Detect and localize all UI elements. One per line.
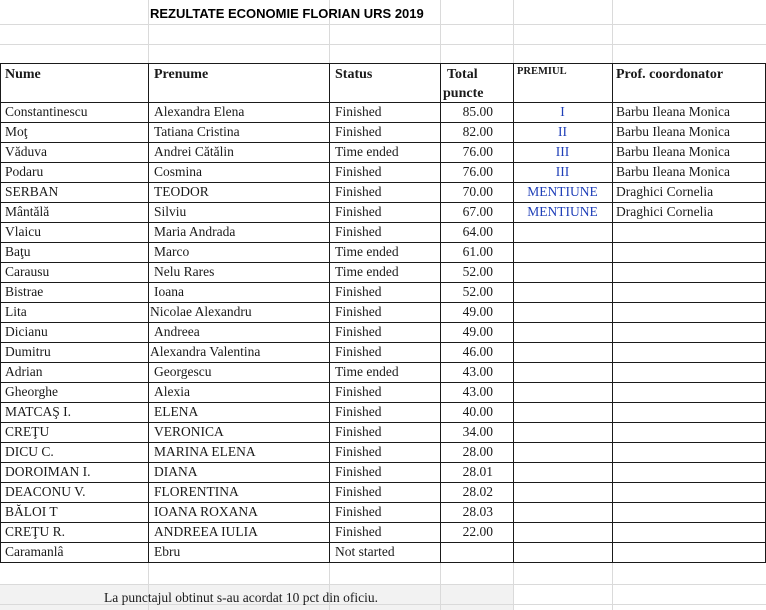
cell-status[interactable]: Time ended [335, 364, 399, 379]
cell-status[interactable]: Finished [335, 164, 382, 179]
cell-total[interactable]: 28.01 [462, 464, 493, 479]
cell-prenume[interactable]: FLORENTINA [154, 484, 239, 499]
header-premiul[interactable]: PREMIUL [517, 66, 567, 77]
cell-prof[interactable]: Barbu Ileana Monica [616, 164, 730, 179]
cell-total[interactable]: 28.00 [462, 444, 493, 459]
cell-nume[interactable]: MATCAŞ I. [5, 404, 72, 419]
cell-status[interactable]: Finished [335, 104, 382, 119]
cell-total[interactable]: 28.03 [462, 504, 493, 519]
cell-total[interactable]: 28.02 [462, 484, 493, 499]
cell-status[interactable]: Finished [335, 404, 382, 419]
cell-nume[interactable]: Vlaicu [5, 224, 41, 239]
cell-prof[interactable]: Barbu Ileana Monica [616, 124, 730, 139]
sheet-title[interactable]: REZULTATE ECONOMIE FLORIAN URS 2019 [150, 6, 424, 21]
cell-prenume[interactable]: ANDREEA IULIA [154, 524, 258, 539]
cell-prenume[interactable]: Alexandra Valentina [150, 344, 261, 359]
cell-status[interactable]: Finished [335, 284, 382, 299]
cell-nume[interactable]: Gheorghe [5, 384, 58, 399]
footnote[interactable]: La punctajul obtinut s-au acordat 10 pct din oficiu. [104, 590, 379, 605]
cell-status[interactable]: Finished [335, 344, 382, 359]
cell-total[interactable]: 49.00 [462, 304, 493, 319]
cell-nume[interactable]: Adrian [5, 364, 43, 379]
cell-prenume[interactable]: DIANA [154, 464, 198, 479]
cell-prof[interactable]: Barbu Ileana Monica [616, 104, 730, 119]
cell-total[interactable]: 64.00 [462, 224, 493, 239]
cell-prenume[interactable]: Nelu Rares [154, 264, 215, 279]
cell-nume[interactable]: DOROIMAN I. [5, 464, 91, 479]
cell-nume[interactable]: CREŢU R. [5, 524, 66, 539]
cell-total[interactable]: 46.00 [462, 344, 493, 359]
cell-prenume[interactable]: VERONICA [154, 424, 224, 439]
cell-status[interactable]: Finished [335, 504, 382, 519]
cell-prenume[interactable]: Maria Andrada [154, 224, 236, 239]
cell-status[interactable]: Finished [335, 484, 382, 499]
cell-nume[interactable]: BĂLOI T [5, 504, 58, 519]
cell-status[interactable]: Finished [335, 464, 382, 479]
header-prof-coordonator[interactable]: Prof. coordonator [616, 67, 724, 82]
cell-status[interactable]: Finished [335, 524, 382, 539]
cell-nume[interactable]: Podaru [5, 164, 44, 179]
cell-status[interactable]: Finished [335, 384, 382, 399]
cell-status[interactable]: Finished [335, 224, 382, 239]
cell-nume[interactable]: Dicianu [5, 324, 48, 339]
cell-nume[interactable]: Lita [5, 304, 27, 319]
header-prenume[interactable]: Prenume [154, 67, 209, 82]
cell-prof[interactable]: Barbu Ileana Monica [616, 144, 730, 159]
cell-status[interactable]: Finished [335, 424, 382, 439]
header-total-line2[interactable]: puncte [443, 86, 484, 101]
cell-nume[interactable]: Văduva [5, 144, 47, 159]
cell-total[interactable]: 61.00 [462, 244, 493, 259]
cell-prenume[interactable]: TEODOR [154, 184, 209, 199]
cell-total[interactable]: 76.00 [462, 164, 493, 179]
cell-premiul[interactable]: III [555, 144, 570, 159]
cell-premiul[interactable]: III [555, 164, 570, 179]
cell-nume[interactable]: Baţu [5, 244, 31, 259]
cell-prenume[interactable]: Cosmina [154, 164, 203, 179]
cell-total[interactable]: 22.00 [462, 524, 493, 539]
header-status[interactable]: Status [335, 67, 373, 82]
cell-status[interactable]: Time ended [335, 244, 399, 259]
cell-prenume[interactable]: Andrei Cătălin [154, 144, 234, 159]
cell-prof[interactable]: Draghici Cornelia [616, 184, 714, 199]
cell-prenume[interactable]: Ebru [154, 544, 181, 559]
cell-nume[interactable]: CREŢU [5, 424, 50, 439]
cell-nume[interactable]: Moţ [5, 124, 28, 139]
cell-total[interactable]: 34.00 [462, 424, 493, 439]
cell-total[interactable]: 52.00 [462, 264, 493, 279]
cell-prenume[interactable]: Andreea [154, 324, 200, 339]
cell-total[interactable]: 76.00 [462, 144, 493, 159]
cell-nume[interactable]: Dumitru [5, 344, 51, 359]
cell-prenume[interactable]: Nicolae Alexandru [150, 304, 252, 319]
cell-prenume[interactable]: Ioana [154, 284, 184, 299]
cell-prenume[interactable]: IOANA ROXANA [154, 504, 258, 519]
cell-nume[interactable]: Carausu [5, 264, 50, 279]
cell-nume[interactable]: Bistrae [5, 284, 44, 299]
cell-total[interactable]: 85.00 [462, 104, 493, 119]
cell-total[interactable]: 67.00 [462, 204, 493, 219]
cell-prenume[interactable]: ELENA [154, 404, 199, 419]
cell-nume[interactable]: Caramanlâ [5, 544, 64, 559]
cell-status[interactable]: Finished [335, 184, 382, 199]
cell-prenume[interactable]: Silviu [154, 204, 187, 219]
cell-nume[interactable]: SERBAN [5, 184, 59, 199]
cell-status[interactable]: Finished [335, 444, 382, 459]
cell-premiul[interactable]: I [560, 104, 565, 119]
cell-status[interactable]: Finished [335, 304, 382, 319]
cell-prenume[interactable]: Alexia [154, 384, 190, 399]
cell-prenume[interactable]: Tatiana Cristina [154, 124, 240, 139]
cell-prenume[interactable]: Alexandra Elena [154, 104, 245, 119]
cell-prenume[interactable]: Georgescu [154, 364, 212, 379]
cell-total[interactable]: 43.00 [462, 384, 493, 399]
cell-premiul[interactable]: MENTIUNE [527, 204, 598, 219]
cell-total[interactable]: 52.00 [462, 284, 493, 299]
cell-nume[interactable]: Constantinescu [5, 104, 88, 119]
cell-premiul[interactable]: II [558, 124, 567, 139]
header-nume[interactable]: Nume [5, 67, 41, 82]
cell-nume[interactable]: DEACONU V. [5, 484, 86, 499]
cell-prenume[interactable]: Marco [154, 244, 190, 259]
cell-nume[interactable]: DICU C. [5, 444, 54, 459]
cell-status[interactable]: Finished [335, 204, 382, 219]
cell-total[interactable]: 70.00 [462, 184, 493, 199]
cell-total[interactable]: 82.00 [462, 124, 493, 139]
cell-status[interactable]: Time ended [335, 144, 399, 159]
cell-total[interactable]: 43.00 [462, 364, 493, 379]
cell-total[interactable]: 40.00 [462, 404, 493, 419]
cell-status[interactable]: Finished [335, 324, 382, 339]
cell-prof[interactable]: Draghici Cornelia [616, 204, 714, 219]
cell-prenume[interactable]: MARINA ELENA [154, 444, 256, 459]
cell-premiul[interactable]: MENTIUNE [527, 184, 598, 199]
cell-status[interactable]: Finished [335, 124, 382, 139]
cell-status[interactable]: Not started [335, 544, 395, 559]
cell-status[interactable]: Time ended [335, 264, 399, 279]
cell-nume[interactable]: Mântălă [5, 204, 50, 219]
cell-total[interactable]: 49.00 [462, 324, 493, 339]
header-total-line1[interactable]: Total [447, 67, 478, 82]
